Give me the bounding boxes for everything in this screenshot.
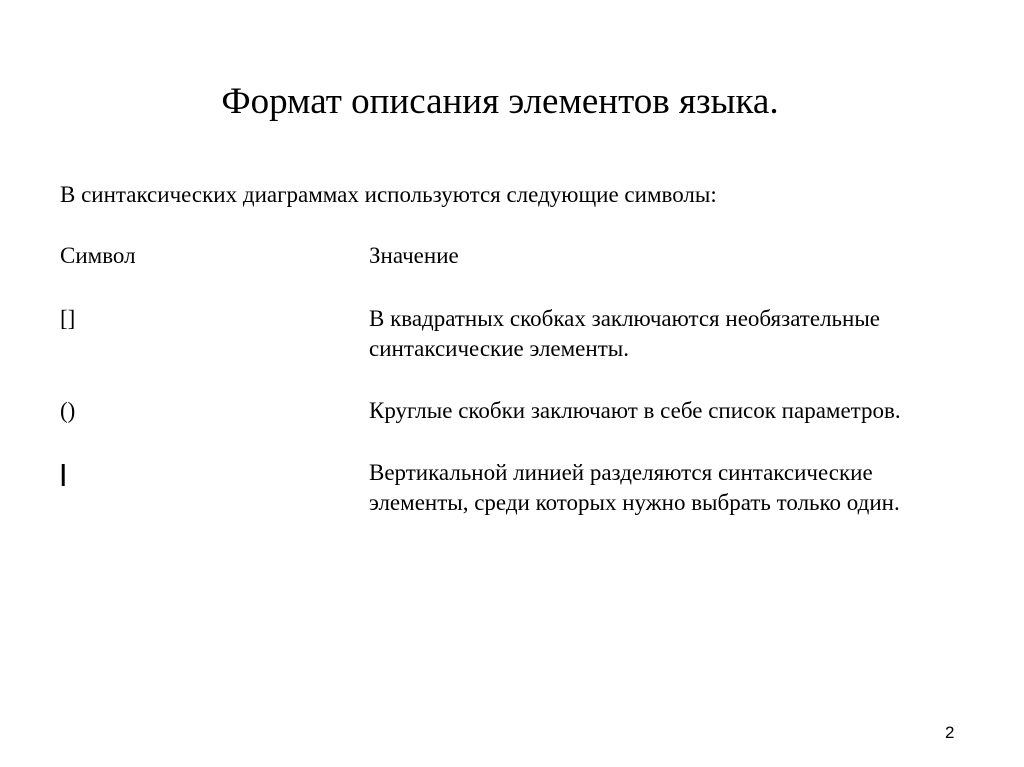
- symbol-cell: (): [60, 398, 76, 423]
- meaning-cell: [369, 304, 969, 364]
- symbol-column-header: Символ: [60, 243, 136, 268]
- symbol-cell: |: [60, 460, 67, 486]
- slide-title: Формат описания элементов языка.: [221, 81, 779, 122]
- meaning-line: В квадратных скобках заключаются необязательные: [369, 306, 881, 331]
- meaning-line: Круглые скобки заключают в себе список параметров.: [369, 398, 901, 423]
- symbol-cell: []: [60, 306, 76, 331]
- page-number: 2: [945, 723, 955, 742]
- meaning-cell: [369, 396, 969, 426]
- meaning-column-header: Значение: [369, 243, 459, 268]
- meaning-line: синтаксические элементы.: [369, 336, 629, 361]
- intro-text: В синтаксических диаграммах используются следующие символы:: [60, 182, 717, 207]
- meaning-line: Вертикальной линией разделяются синтаксические: [369, 460, 873, 485]
- meaning-cell: [369, 458, 969, 518]
- meaning-line: элементы, среди которых нужно выбрать только один.: [369, 490, 900, 515]
